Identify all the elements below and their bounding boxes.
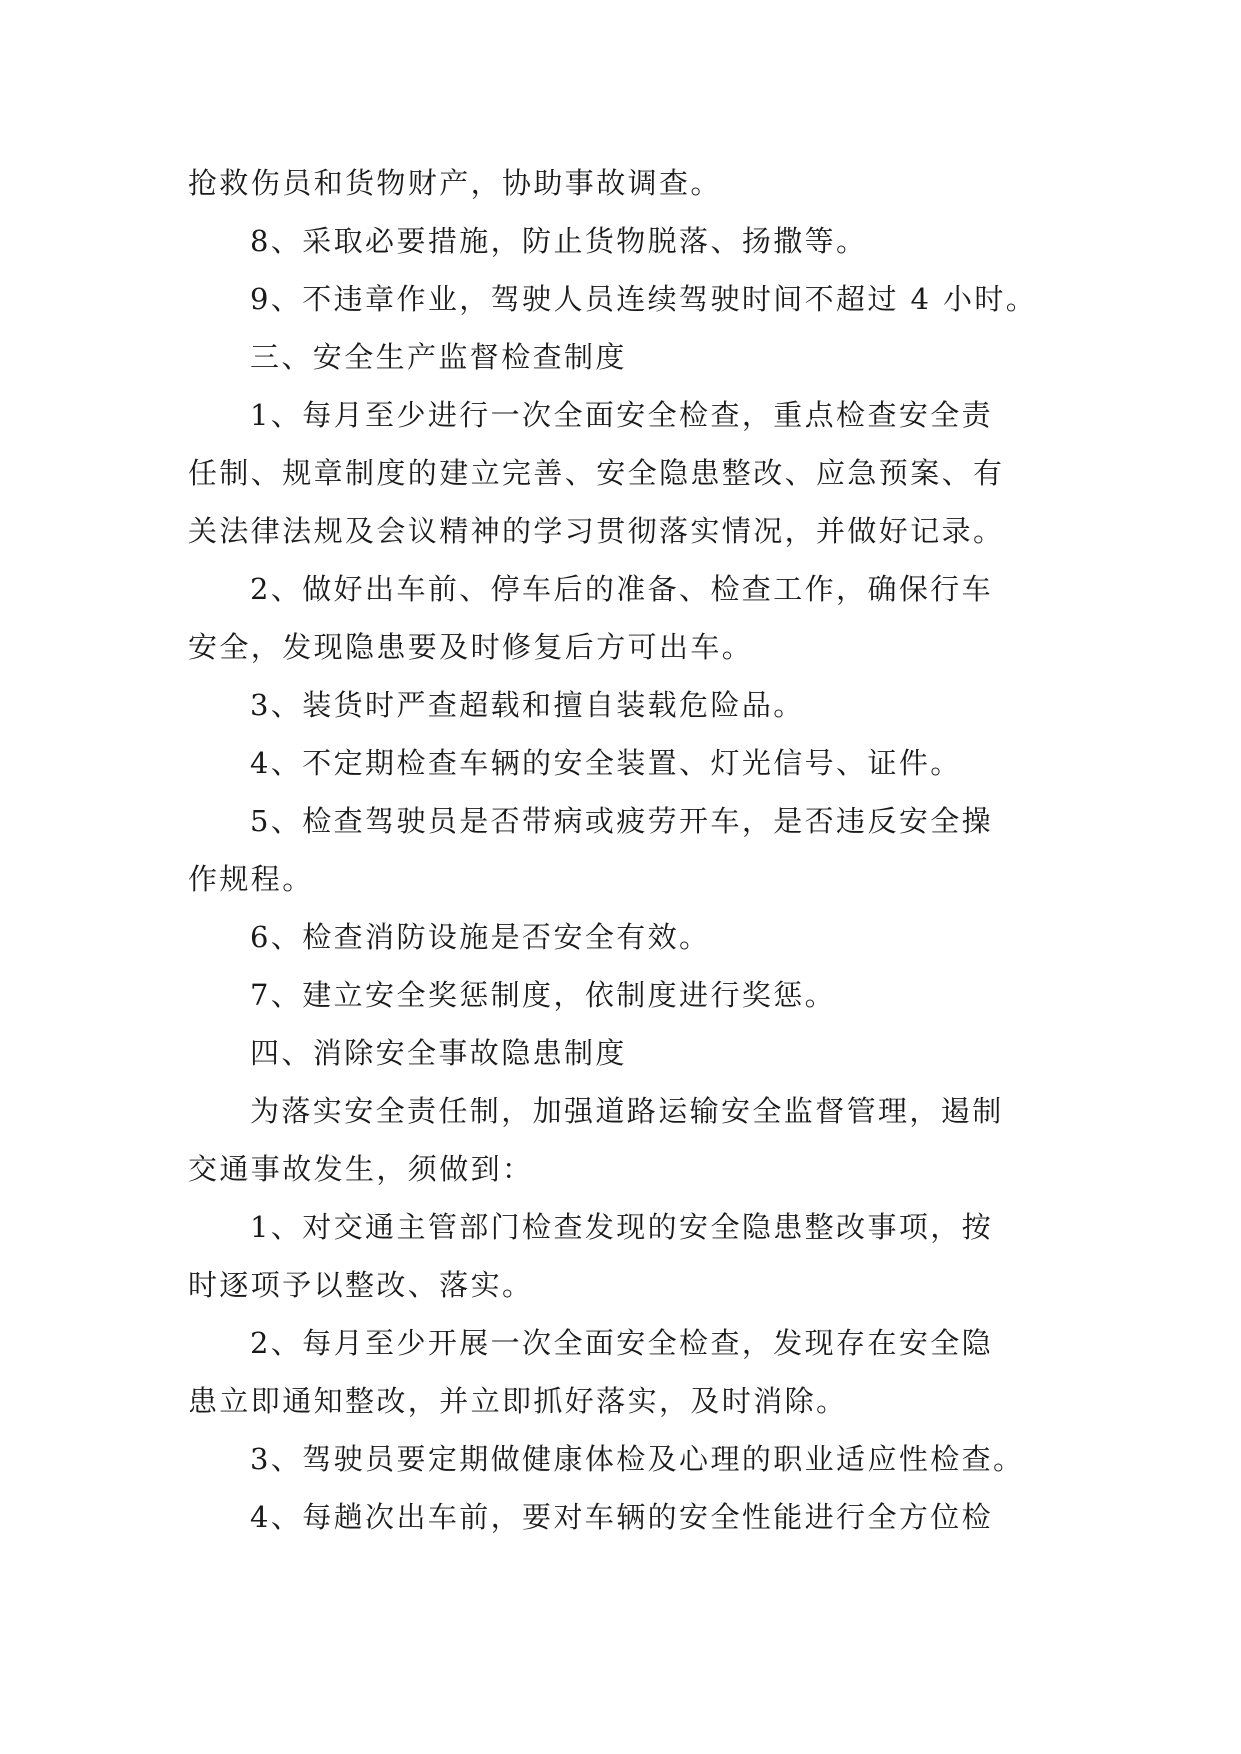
text-line: 交通事故发生，须做到：: [188, 1152, 534, 1186]
text-line: 时逐项予以整改、落实。: [188, 1268, 534, 1302]
section-heading: 四、消除安全事故隐患制度: [250, 1036, 627, 1070]
text-line: 安全，发现隐患要及时修复后方可出车。: [188, 630, 754, 664]
text-line: 作规程。: [188, 862, 314, 896]
text-line: 5、检查驾驶员是否带病或疲劳开车，是否违反安全操: [250, 804, 994, 838]
section-heading: 三、安全生产监督检查制度: [250, 340, 627, 374]
text-line: 1、对交通主管部门检查发现的安全隐患整改事项，按: [250, 1210, 994, 1244]
text-line: 2、每月至少开展一次全面安全检查，发现存在安全隐: [250, 1326, 994, 1360]
text-line: 患立即通知整改，并立即抓好落实，及时消除。: [188, 1384, 848, 1418]
text-line: 2、做好出车前、停车后的准备、检查工作，确保行车: [250, 572, 994, 606]
text-line: 8、采取必要措施，防止货物脱落、扬撒等。: [250, 224, 868, 258]
text-line: 9、不违章作业，驾驶人员连续驾驶时间不超过 4 小时。: [250, 282, 1038, 316]
text-line: 7、建立安全奖惩制度，依制度进行奖惩。: [250, 978, 837, 1012]
text-line: 1、每月至少进行一次全面安全检查，重点检查安全责: [250, 398, 994, 432]
text-line: 3、驾驶员要定期做健康体检及心理的职业适应性检查。: [250, 1442, 1025, 1476]
text-line: 关法律法规及会议精神的学习贯彻落实情况，并做好记录。: [188, 514, 1005, 548]
text-line: 任制、规章制度的建立完善、安全隐患整改、应急预案、有: [188, 456, 1005, 490]
text-line: 抢救伤员和货物财产，协助事故调查。: [188, 166, 722, 200]
text-line: 3、装货时严查超载和擅自装载危险品。: [250, 688, 805, 722]
text-line: 为落实安全责任制，加强道路运输安全监督管理，遏制: [250, 1094, 1004, 1128]
text-line: 4、每趟次出车前，要对车辆的安全性能进行全方位检: [250, 1500, 994, 1534]
text-line: 6、检查消防设施是否安全有效。: [250, 920, 711, 954]
document-body: [188, 154, 1068, 1546]
text-line: 4、不定期检查车辆的安全装置、灯光信号、证件。: [250, 746, 962, 780]
